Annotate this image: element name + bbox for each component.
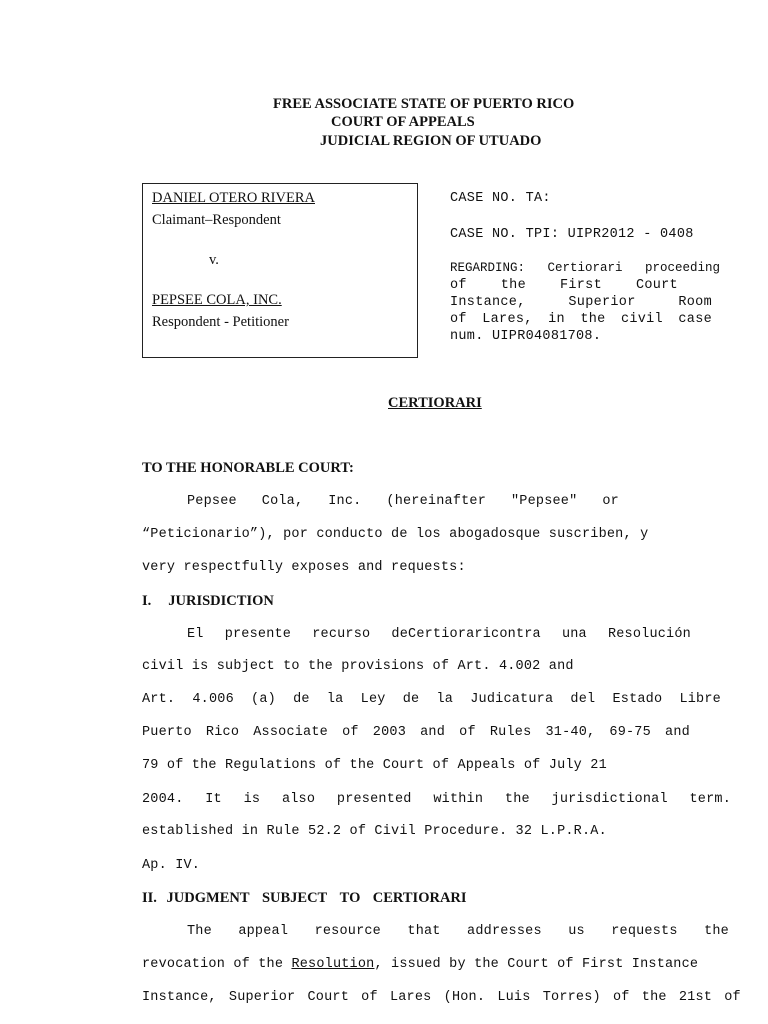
regarding-word: REGARDING: [450, 261, 526, 275]
salutation: TO THE HONORABLE COURT: [142, 460, 354, 476]
body-word: of [361, 990, 378, 1005]
body-word: also [281, 792, 316, 807]
body-word: and [420, 725, 446, 740]
body-word: 2003 [372, 725, 407, 740]
body-word: term. [689, 792, 731, 807]
body-word: Estado [612, 692, 663, 707]
body-word: jurisdictional [551, 792, 668, 807]
header-line-court: COURT OF APPEALS [331, 114, 475, 130]
versus-label: v. [209, 252, 219, 268]
body-word: recurso [312, 627, 371, 642]
body-word: us [568, 924, 585, 939]
body-word: is [243, 792, 261, 807]
body-word: It [205, 792, 222, 807]
body-word: that [407, 924, 441, 939]
claimant-role: Claimant–Respondent [152, 212, 281, 228]
regarding-word: proceeding [644, 261, 720, 275]
regarding-line-2 [450, 278, 678, 293]
section-1-heading [142, 593, 274, 610]
intro-word: "Pepsee" [510, 494, 578, 509]
regarding-line-3 [450, 295, 712, 310]
intro-word: Pepsee [187, 494, 237, 509]
section-1-line-7: established in Rule 52.2 of Civil Procedure. 32 L.P.R.A. [142, 824, 607, 839]
body-word: of [342, 725, 359, 740]
body-word: and [665, 725, 690, 740]
body-word: requests [611, 924, 678, 939]
regarding-word: case [678, 312, 712, 327]
body-word: la [326, 692, 344, 707]
body-word: Associate [253, 725, 328, 740]
intro-word: or [602, 494, 619, 509]
body-word: 2004. [142, 792, 184, 807]
body-word: Art. [142, 692, 176, 707]
regarding-word: of [450, 312, 467, 327]
intro-line-2: “Peticionario”), por conducto de los abogadosque suscriben, y [142, 527, 649, 542]
body-word: within [433, 792, 484, 807]
section-1-line-6 [142, 792, 731, 807]
section-2-number: II. [142, 890, 157, 906]
section-2-line-2 [142, 957, 698, 972]
body-word: de [293, 692, 310, 707]
body-word: the [504, 792, 530, 807]
section-2-heading [142, 890, 467, 907]
document-title: CERTIORARI [388, 395, 482, 411]
body-word: Puerto [142, 725, 192, 740]
body-word: Lares [389, 990, 432, 1005]
body-word: (a) [251, 692, 276, 707]
regarding-line-1 [450, 261, 720, 275]
section-1-line-2: civil is subject to the provisions of Art. 4.002 and [142, 659, 574, 674]
body-word: of [613, 990, 630, 1005]
body-text: revocation of the [142, 957, 292, 972]
body-word: Judicatura [470, 692, 554, 707]
section-2-line-3 [142, 990, 741, 1005]
case-number-ta: CASE NO. TA: [450, 191, 551, 206]
case-number-tpi: CASE NO. TPI: UIPR2012 - 0408 [450, 227, 694, 242]
regarding-word: Court [635, 278, 678, 293]
intro-line-3: very respectfully exposes and requests: [142, 560, 466, 575]
body-word: Rico [205, 725, 240, 740]
section-1-number: I. [142, 593, 152, 609]
claimant-name: DANIEL OTERO RIVERA [152, 190, 315, 206]
body-word: the [704, 924, 729, 939]
section-1-line-3 [142, 692, 721, 707]
regarding-word: the [580, 312, 606, 327]
body-word: 69-75 [609, 725, 651, 740]
section-1-line-4 [142, 725, 690, 740]
respondent-name: PEPSEE COLA, INC. [152, 292, 282, 308]
body-word: the [641, 990, 667, 1005]
body-word: Ley [360, 692, 386, 707]
heading-word: CERTIORARI [372, 890, 467, 906]
body-word: Libre [679, 692, 721, 707]
body-word: presente [224, 627, 292, 642]
regarding-word: First [559, 278, 602, 293]
section-2-title [167, 890, 467, 907]
heading-word: SUBJECT [261, 890, 328, 906]
header-line-state: FREE ASSOCIATE STATE OF PUERTO RICO [273, 96, 575, 112]
section-1-line-8: Ap. IV. [142, 858, 201, 873]
body-word: de [402, 692, 420, 707]
heading-word: JUDGMENT [166, 890, 250, 906]
intro-word: Inc. [328, 494, 362, 509]
body-word: Resolución [607, 627, 691, 642]
body-word: addresses [467, 924, 542, 939]
intro-line-1 [187, 494, 619, 509]
regarding-word: Instance, [450, 295, 526, 310]
body-word: una [561, 627, 587, 642]
regarding-line-4 [450, 312, 712, 327]
body-word: of [459, 725, 476, 740]
header-line-region: JUDICIAL REGION OF UTUADO [320, 133, 542, 149]
respondent-role: Respondent - Petitioner [152, 314, 289, 330]
regarding-word: of [450, 278, 467, 293]
section-1-line-5: 79 of the Regulations of the Court of Appeals of July 21 [142, 758, 607, 773]
section-1-line-1 [187, 627, 691, 642]
section-1-title: JURISDICTION [168, 593, 274, 609]
body-word: Court [307, 990, 349, 1005]
body-word: 21st [678, 990, 713, 1005]
body-word: resource [314, 924, 381, 939]
body-word: of [724, 990, 741, 1005]
body-word: 4.006 [192, 692, 234, 707]
body-word: la [436, 692, 454, 707]
body-word: Luis [497, 990, 531, 1005]
intro-word: (hereinafter [386, 494, 487, 509]
regarding-word: Lares, [482, 312, 533, 327]
body-word: El [187, 627, 204, 642]
body-word: appeal [238, 924, 289, 939]
body-word: Instance, [142, 990, 217, 1005]
resolution-link[interactable]: Resolution [291, 957, 375, 972]
body-word: Superior [228, 990, 296, 1005]
body-word: Rules [489, 725, 532, 740]
parties-box [142, 183, 418, 358]
heading-word: TO [339, 890, 361, 906]
body-word: 31-40, [545, 725, 596, 740]
intro-word: Cola, [261, 494, 304, 509]
regarding-line-5: num. UIPR04081708. [450, 329, 602, 344]
body-word: deCertioraricontra [391, 627, 541, 642]
regarding-word: Room [678, 295, 712, 310]
regarding-word: in [548, 312, 565, 327]
body-text: , issued by the Court of First Instance [374, 957, 699, 972]
body-word: The [187, 924, 212, 939]
body-word: presented [336, 792, 412, 807]
regarding-word: Certiorari [547, 261, 623, 275]
regarding-word: Superior [568, 295, 636, 310]
regarding-word: the [500, 278, 526, 293]
body-word: del [570, 692, 596, 707]
section-2-line-1 [187, 924, 729, 939]
body-word: Torres) [542, 990, 601, 1005]
regarding-word: civil [620, 312, 663, 327]
body-word: (Hon. [443, 990, 486, 1005]
